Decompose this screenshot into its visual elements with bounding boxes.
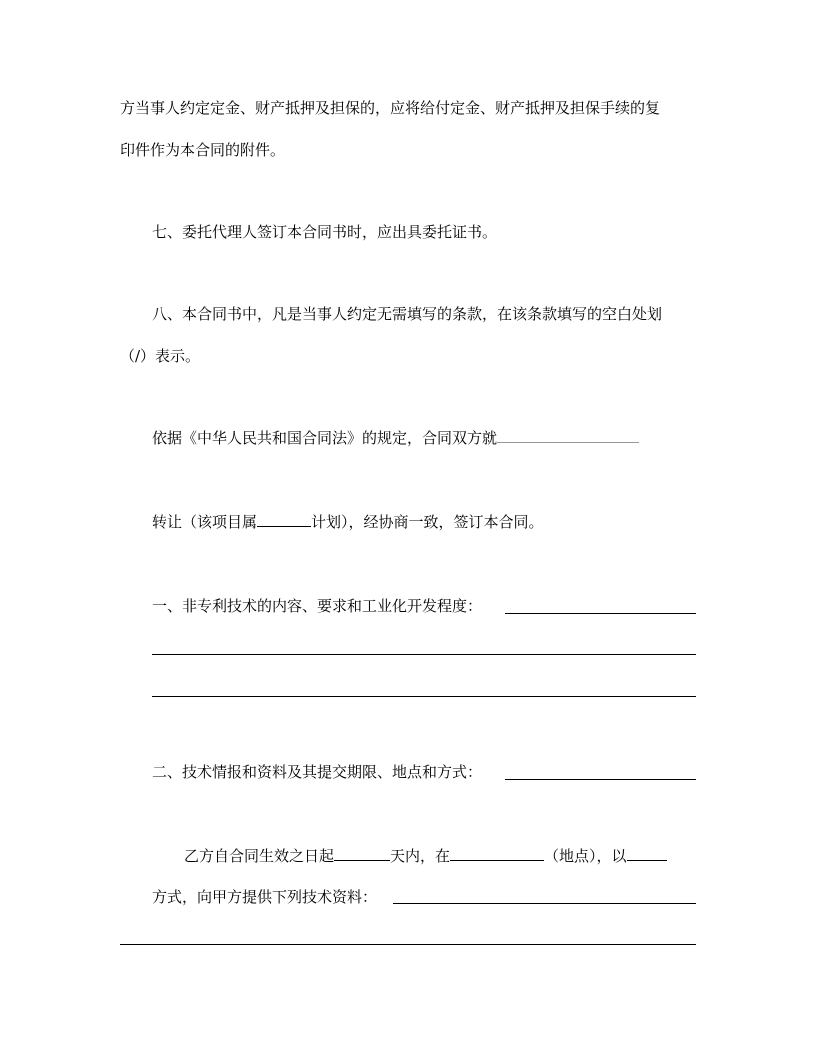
transfer-text-a: 转让（该项目属 [152,513,258,531]
clause-one-blank-field[interactable] [505,613,696,614]
materials-fill-line[interactable] [120,944,696,945]
subject-blank-field[interactable] [497,428,639,443]
delivery-paragraph-line2: 方式，向甲方提供下列技术资料： [152,888,378,906]
plan-blank-field[interactable] [257,512,311,527]
clause-one-heading: 一、非专利技术的内容、要求和工业化开发程度： [152,597,483,615]
delivery-text-c: （地点），以 [544,847,627,865]
clause-eight-line2: （/）表示。 [120,347,201,365]
clause-seven: 七、委托代理人签订本合同书时，应出具委托证书。 [152,223,498,241]
delivery-text-a: 乙方自合同生效之日起 [184,847,335,865]
delivery-text-b: 天内，在 [390,847,451,865]
transfer-text-b: 计划），经协商一致，签订本合同。 [311,513,544,531]
clause-two-blank-field[interactable] [505,779,696,780]
materials-blank-field[interactable] [393,903,696,904]
location-blank-field[interactable] [450,846,544,861]
paragraph-deposit-line1: 方当事人约定定金、财产抵押及担保的，应将给付定金、财产抵押及担保手续的复 [120,99,661,117]
delivery-paragraph-line1 [184,846,667,866]
clause-eight-line1: 八、本合同书中，凡是当事人约定无需填写的条款，在该条款填写的空白处划 [152,305,663,323]
days-blank-field[interactable] [334,846,390,861]
method-blank-field[interactable] [627,846,667,861]
paragraph-deposit-line2: 印件作为本合同的附件。 [120,141,286,159]
clause-one-fill-line-1[interactable] [152,654,696,655]
basis-text: 依据《中华人民共和国合同法》的规定，合同双方就 [152,429,498,447]
transfer-paragraph [152,512,544,532]
clause-two-heading: 二、技术情报和资料及其提交期限、地点和方式： [152,763,483,781]
clause-one-fill-line-2[interactable] [152,696,696,697]
basis-paragraph [152,428,639,448]
